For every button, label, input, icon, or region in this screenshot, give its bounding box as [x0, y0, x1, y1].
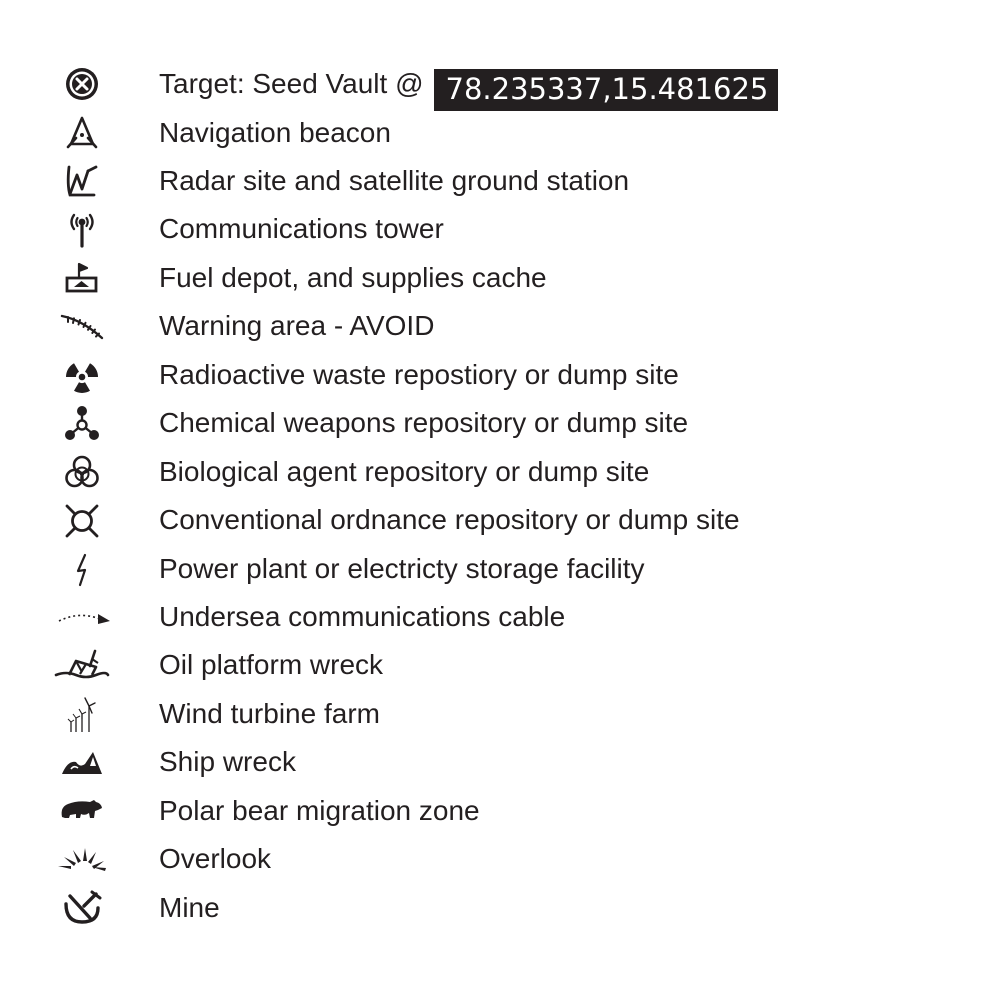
- legend-item-navigation-beacon: [0, 111, 1000, 155]
- legend-label: Polar bear migration zone: [159, 795, 480, 826]
- legend-item-biohazard: [0, 450, 1000, 494]
- legend-item-warning-area: [0, 304, 1000, 348]
- legend-label: Radar site and satellite ground station: [159, 165, 630, 196]
- legend-item-power-plant: [0, 547, 1000, 591]
- legend-label: Communications tower: [159, 213, 444, 244]
- legend-item-mine: [0, 886, 1000, 930]
- warning-area-icon: [54, 306, 110, 346]
- ordnance-icon: [54, 500, 110, 540]
- overlook-icon: [54, 839, 110, 879]
- legend-label: Oil platform wreck: [159, 649, 384, 680]
- legend-label: Biological agent repository or dump site: [159, 456, 650, 487]
- legend-label: Conventional ordnance repository or dump site: [159, 504, 740, 535]
- chemical-weapons-icon: [54, 403, 110, 443]
- legend-item-communications-tower: [0, 207, 1000, 251]
- radar-station-icon: [54, 161, 110, 201]
- undersea-cable-icon: [54, 597, 110, 637]
- mine-icon: [54, 888, 110, 928]
- lightning-icon: [54, 549, 110, 589]
- legend-label: Ship wreck: [159, 746, 296, 777]
- navigation-beacon-icon: [54, 113, 110, 153]
- legend-item-overlook: [0, 837, 1000, 881]
- legend-item-chemical-weapons: [0, 401, 1000, 445]
- legend-item-ordnance: [0, 498, 1000, 542]
- legend-item-radioactive: [0, 353, 1000, 397]
- legend-label: Mine: [159, 892, 220, 923]
- legend-label: Radioactive waste repostiory or dump site: [159, 359, 679, 390]
- legend-label: Wind turbine farm: [159, 698, 380, 729]
- legend-label: Chemical weapons repository or dump site: [159, 407, 689, 438]
- fuel-depot-icon: [54, 258, 110, 298]
- legend-label: Target: Seed Vault @ 78.235337,15.481625: [159, 68, 778, 111]
- legend-item-oil-platform-wreck: [0, 643, 1000, 687]
- legend-item-wind-turbine-farm: [0, 692, 1000, 736]
- legend-item-fuel-depot: [0, 256, 1000, 300]
- ship-wreck-icon: [54, 742, 110, 782]
- biohazard-icon: [54, 452, 110, 492]
- polar-bear-icon: [54, 791, 110, 831]
- legend-label: Undersea communications cable: [159, 601, 566, 632]
- legend-label: Navigation beacon: [159, 117, 391, 148]
- target-icon: [54, 64, 110, 104]
- legend-item-target: [0, 62, 1000, 106]
- legend-label: Power plant or electricty storage facility: [159, 553, 645, 584]
- legend-item-ship-wreck: [0, 740, 1000, 784]
- legend-item-radar-station: [0, 159, 1000, 203]
- target-coordinates: 78.235337,15.481625: [434, 69, 779, 111]
- legend-item-polar-bear: [0, 789, 1000, 833]
- legend-label: Warning area - AVOID: [159, 310, 435, 341]
- communications-tower-icon: [54, 209, 110, 249]
- oil-platform-wreck-icon: [54, 645, 110, 685]
- radioactive-icon: [54, 355, 110, 395]
- wind-turbine-icon: [54, 694, 110, 734]
- legend-label: Overlook: [159, 843, 272, 874]
- legend-item-undersea-cable: [0, 595, 1000, 639]
- legend-label: Fuel depot, and supplies cache: [159, 262, 547, 293]
